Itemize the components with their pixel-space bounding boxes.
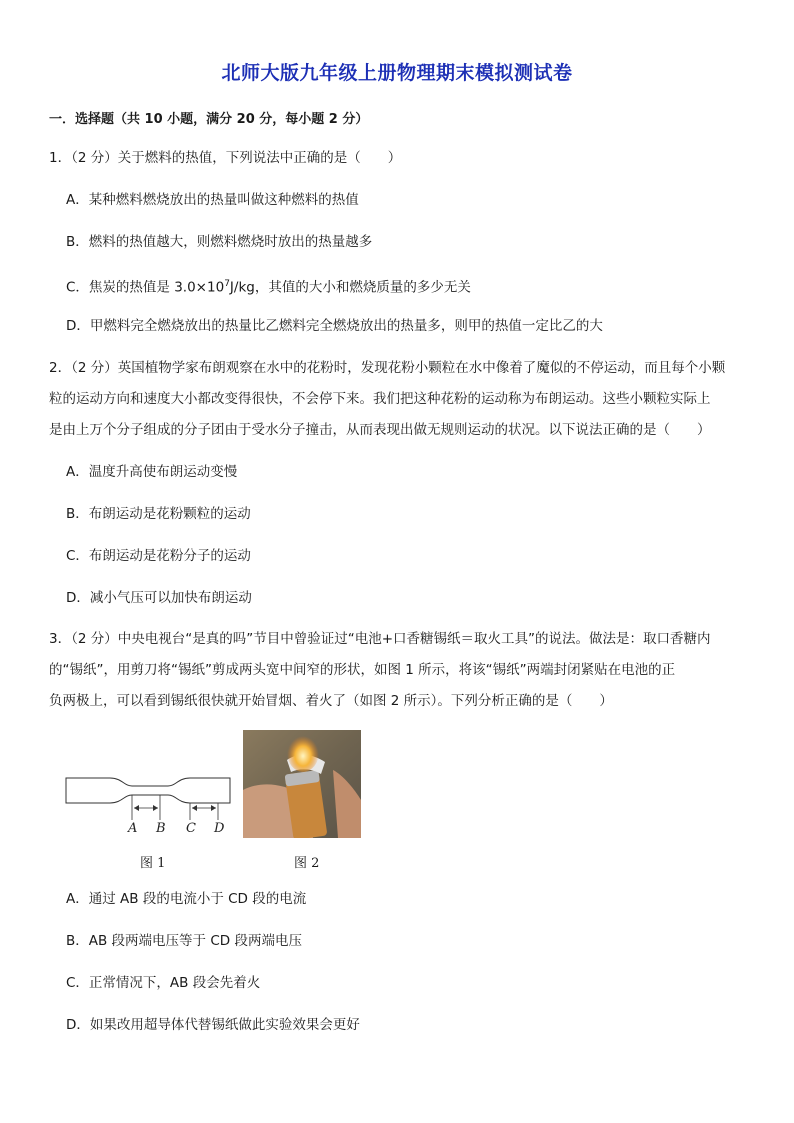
foil-outline [66,778,230,803]
figure-1-caption: 图 1 [140,856,166,871]
question-3-option-d: D．如果改用超导体代替锡纸做此实验效果会更好 [66,1017,360,1033]
page-title: 北师大版九年级上册物理期末模拟测试卷 [221,62,573,84]
label-c: C [186,821,196,836]
option-c-pre: C．焦炭的热值是 3.0×10 [66,279,225,296]
question-3-stem-line-1: 3．（2 分）中央电视台“是真的吗”节目中曾验证过“电池+口香糖锡纸＝取火工具”的说法。做法是：取口香糖内 [49,631,711,647]
question-2-stem-line-3: 是由上万个分子组成的分子团由于受水分子撞击，从而表现出做无规则运动的状况。以下说法正确的是（ ） [49,422,711,438]
question-3-option-a: A．通过 AB 段的电流小于 CD 段的电流 [66,891,307,907]
question-1-option-c [66,274,471,298]
option-c-exponent: 7 [224,279,230,289]
option-c-post: J/kg，其值的大小和燃烧质量的多少无关 [229,279,471,296]
question-1-option-d: D．甲燃料完全燃烧放出的热量比乙燃料完全燃烧放出的热量多，则甲的热值一定比乙的大 [66,318,603,334]
question-1-stem: 1．（2 分）关于燃料的热值，下列说法中正确的是（ ） [49,150,402,166]
question-3-stem-line-3: 负两极上，可以看到锡纸很快就开始冒烟、着火了（如图 2 所示）。下列分析正确的是（ ） [49,693,613,709]
question-2-option-b: B．布朗运动是花粉颗粒的运动 [66,506,251,522]
figure-2-photo [243,730,361,838]
section-heading: 一．选择题（共 10 小题，满分 20 分，每小题 2 分） [49,112,369,127]
question-2-stem-line-1: 2．（2 分）英国植物学家布朗观察在水中的花粉时，发现花粉小颗粒在水中像着了魔似的不停运动，而且每个小颗 [49,360,726,376]
figure-2-caption: 图 2 [294,856,320,871]
question-3-option-b: B．AB 段两端电压等于 CD 段两端电压 [66,933,302,949]
label-d: D [214,821,225,836]
flame-icon [287,732,319,772]
label-b: B [156,821,166,836]
question-3-stem-line-2: 的“锡纸”，用剪刀将“锡纸”剪成两头宽中间窄的形状，如图 1 所示，将该“锡纸”两端封闭紧贴在电池的正 [49,662,676,678]
label-a: A [128,821,138,836]
question-2-option-a: A．温度升高使布朗运动变慢 [66,464,238,480]
question-1-option-b: B．燃料的热值越大，则燃料燃烧时放出的热量越多 [66,234,373,250]
question-3-option-c: C．正常情况下，AB 段会先着火 [66,975,261,991]
question-2-option-c: C．布朗运动是花粉分子的运动 [66,548,251,564]
question-2-stem-line-2: 粒的运动方向和速度大小都改变得很快，不会停下来。我们把这种花粉的运动称为布朗运动。这些小颗粒实际上 [49,391,711,407]
question-2-option-d: D．减小气压可以加快布朗运动 [66,590,252,606]
question-1-option-a: A．某种燃料燃烧放出的热量叫做这种燃料的热值 [66,192,359,208]
